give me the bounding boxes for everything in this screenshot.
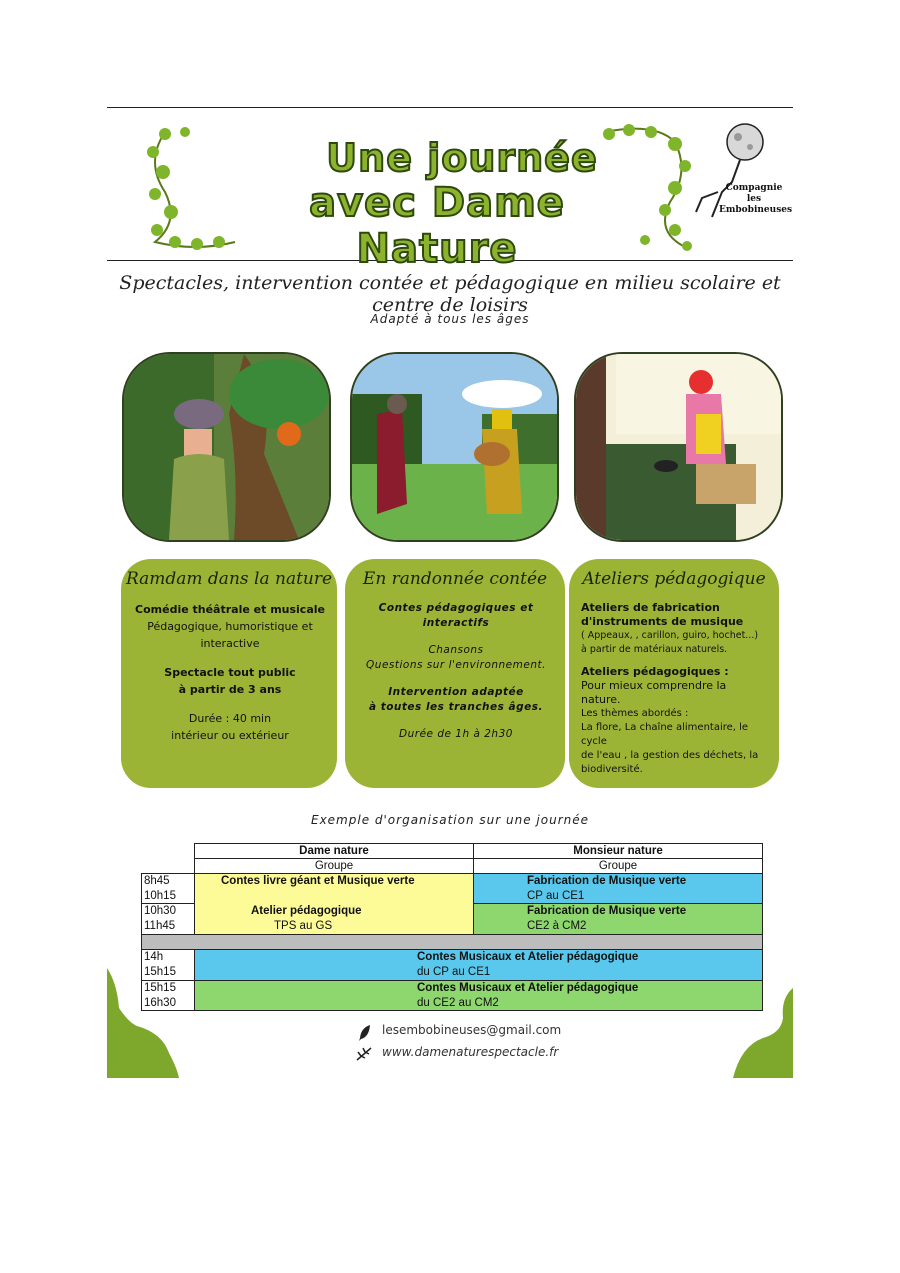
header-dame-nature: Dame nature [194, 843, 474, 859]
brand-name [719, 183, 793, 216]
subtitle: Spectacles, intervention contée et pédagogique en milieu scolaire et centre de loisirs [119, 272, 781, 316]
row2-left: Atelier pédagogique [251, 905, 362, 917]
decor-blob-right [733, 988, 793, 1078]
time-end: 16h30 [144, 997, 176, 1009]
card-ateliers [569, 559, 779, 788]
time-row2 [141, 903, 194, 935]
card-line: Pédagogique, humoristique et [147, 620, 313, 633]
row2-left-sub: TPS au GS [274, 920, 333, 932]
audience-text: Adapté à tous les âges [370, 312, 530, 326]
card-line: Les thèmes abordés : [581, 708, 689, 719]
card-line: La flore, La chaîne alimentaire, le cycle [581, 722, 749, 747]
row4-sub: du CE2 au CM2 [417, 997, 499, 1009]
card-line: Durée de 1h à 2h30 [399, 728, 513, 740]
card-line: de l'eau , la gestion des déchets, la [581, 750, 759, 761]
time-start: 15h15 [144, 982, 176, 994]
card-line: interactive [200, 637, 260, 650]
row3-sub: du CP au CE1 [417, 966, 491, 978]
time-start: 8h45 [144, 875, 170, 887]
card-line: biodiversité. [581, 764, 643, 775]
time-start: 14h [144, 951, 164, 963]
card-line: Ateliers de fabrication [581, 601, 720, 614]
brand-line-3: Embobineuses [719, 205, 793, 215]
photo-storytelling [350, 352, 559, 542]
card-body [357, 601, 555, 742]
photo-puppet-show [122, 352, 331, 542]
card-title: Ateliers pédagogique [582, 569, 766, 589]
time-end: 15h15 [144, 966, 176, 978]
card-line: Contes pédagogiques et [378, 602, 534, 614]
time-end: 11h45 [144, 920, 176, 932]
brand-line-1: Compagnie [725, 183, 783, 193]
card-title: Ramdam dans la nature [125, 569, 333, 589]
row1-left: Contes livre géant et Musique verte [221, 875, 415, 887]
card-line: interactifs [422, 617, 490, 629]
card-randonnee [345, 559, 565, 788]
card-body [133, 601, 327, 744]
group-label-2: Groupe [473, 858, 763, 874]
card-body [581, 601, 769, 777]
card-line: Pour mieux comprendre la nature. [581, 679, 727, 706]
card-line: Ateliers pédagogiques : [581, 665, 729, 678]
row4-title: Contes Musicaux et Atelier pédagogique [417, 982, 639, 994]
card-ramdam [121, 559, 337, 788]
card-line: à partir de 3 ans [178, 683, 282, 696]
card-line: Comédie théâtrale et musicale [135, 603, 325, 616]
contact-email[interactable]: lesembobineuses@gmail.com [382, 1023, 562, 1037]
photo-workshop [574, 352, 783, 542]
card-line: d'instruments de musique [581, 615, 744, 628]
arrow-icon [355, 1046, 373, 1062]
time-start: 10h30 [144, 905, 176, 917]
brand-line-2: les [746, 194, 762, 204]
card-line: Questions sur l'environnement. [366, 659, 546, 671]
feather-icon [357, 1024, 373, 1042]
group-label-1: Groupe [194, 858, 474, 874]
card-line: Durée : 40 min [188, 712, 272, 725]
decor-blob-left [107, 968, 179, 1078]
card-line: ( Appeaux, , carillon, guiro, hochet...) [581, 630, 759, 641]
card-line: Intervention adaptée [388, 686, 524, 698]
row3-title: Contes Musicaux et Atelier pédagogique [417, 951, 639, 963]
card-line: Spectacle tout public [164, 666, 296, 679]
banner-title-line1: Une journée [326, 136, 598, 180]
schedule-table [141, 843, 763, 1011]
lunch-break-row [141, 934, 763, 950]
card-line: à toutes les tranches âges. [368, 701, 544, 713]
row2-right: Fabrication de Musique verte [527, 905, 687, 917]
card-line: à partir de matériaux naturels. [581, 644, 728, 655]
banner [107, 108, 793, 272]
time-row1 [141, 873, 194, 904]
row2-right-sub: CE2 à CM2 [527, 920, 587, 932]
card-line: Chansons [428, 644, 484, 656]
row1-right-sub: CP au CE1 [527, 890, 585, 902]
banner-title-line2: avec Dame Nature [309, 180, 565, 272]
contact-website[interactable]: www.damenaturespectacle.fr [382, 1045, 559, 1059]
card-title: En randonnée contée [362, 569, 548, 589]
schedule-caption: Exemple d'organisation sur une journée [310, 813, 589, 827]
card-line: intérieur ou extérieur [171, 729, 289, 742]
time-end: 10h15 [144, 890, 176, 902]
header-monsieur-nature: Monsieur nature [473, 843, 763, 859]
row1-right: Fabrication de Musique verte [527, 875, 687, 887]
